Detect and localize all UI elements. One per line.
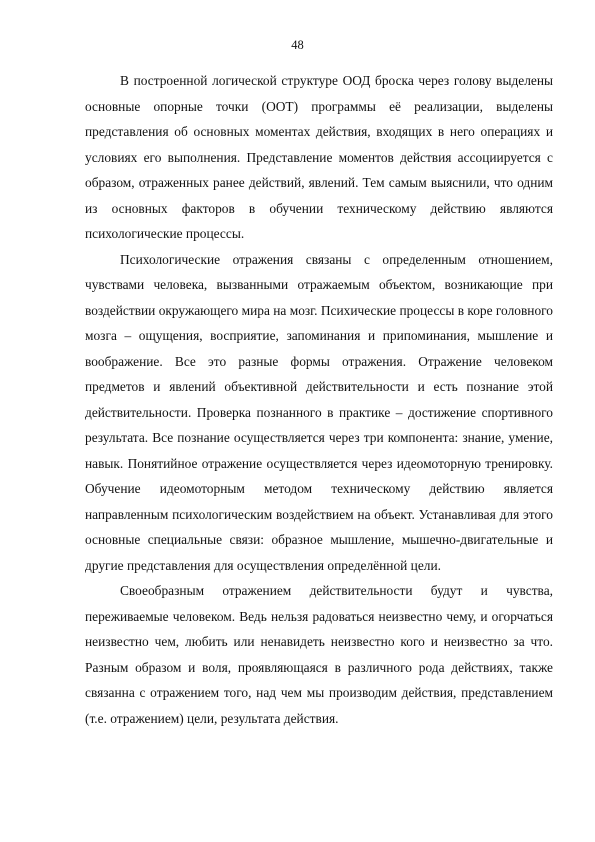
page-number: 48 [291,38,304,52]
paragraph-1: В построенной логической структуре ООД броска через голову выделены основные опорные точки (ООТ) программы её реализации, выделены представления об основных моментах действия, входящих в него операциях и условиях его выполнения. Представление моментов действия ассоциируется с образом, отраженных ранее действий, явлений. Тем самым выяснили, что одним из основных факторов в обучении техническому действию являются психологические процессы. [85,73,553,241]
body-text [85,68,553,731]
paragraph-3: Своеобразным отражением действительности будут и чувства, переживаемые человеком. Ведь нельзя радоваться неизвестно чему, и огорчаться неизвестно чем, любить или ненавидеть неизвестно кого и неизвестно за что. Разным образом и воля, проявляющаяся в различного рода действиях, также связанна с отражением того, над чем мы производим действия, представлением (т.е. отражением) цели, результата действия. [85,583,553,726]
paragraph-2: Психологические отражения связаны с определенным отношением, чувствами человека, вызванными отражаемым объектом, возникающие при воздействии окружающего мира на мозг. Психические процессы в коре головного мозга – ощущения, восприятие, запоминания и припоминания, мышление и воображение. Все это разные формы отражения. Отражение человеком предметов и явлений объективной действительности и есть познание этой действительности. Проверка познанного в практике – достижение спортивного результата. Все познание осуществляется через три компонента: знание, умение, навык. Понятийное отражение осуществляется через идеомоторную тренировку. Обучение идеомоторным методом техническому действию является направленным психологическим воздействием на объект. Устанавливая для этого основные специальные связи: образное мышление, мышечно-двигательные и другие представления для осуществления определённой цели. [85,251,553,573]
